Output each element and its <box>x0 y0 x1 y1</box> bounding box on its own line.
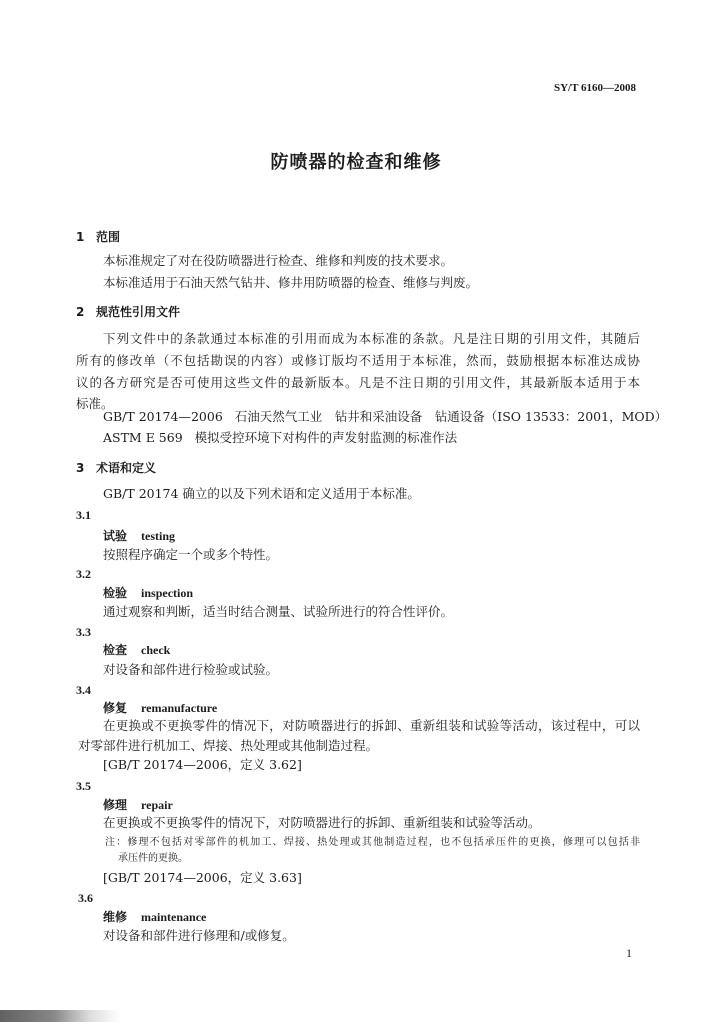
section-title: 范围 <box>96 230 121 244</box>
scan-smudge <box>0 1010 120 1022</box>
section-3-heading <box>76 460 156 476</box>
reference-code: GB/T 20174—2006 <box>103 409 223 424</box>
section-number: 3 <box>76 461 85 475</box>
term-entry <box>103 700 217 716</box>
reference-title: 石油天然气工业 钻井和采油设备 钻通设备（ISO 13533：2001，MOD） <box>234 409 668 424</box>
reference-title: 模拟受控环境下对构件的声发射监测的标准作法 <box>194 430 458 445</box>
term-entry <box>103 528 175 544</box>
term-number: 3.1 <box>76 508 91 522</box>
paragraph-line: 本标准适用于石油天然气钻井、修井用防喷器的检查、维修与判废。 <box>103 275 479 290</box>
term-zh: 维修 <box>103 910 128 924</box>
term-en: check <box>141 643 171 657</box>
term-zh: 修理 <box>103 798 128 812</box>
term-en: testing <box>141 529 176 543</box>
term-definition: 对设备和部件进行检验或试验。 <box>103 662 279 677</box>
section-number: 1 <box>76 230 85 244</box>
term-entry <box>103 585 193 601</box>
term-entry <box>103 797 173 813</box>
term-en: remanufacture <box>141 701 218 715</box>
term-zh: 修复 <box>103 701 128 715</box>
reference-code: ASTM E 569 <box>103 430 183 445</box>
term-number: 3.6 <box>78 891 93 905</box>
term-number: 3.4 <box>76 683 91 697</box>
paragraph-line: 标准。 <box>76 396 114 411</box>
term-note: 承压件的更换。 <box>118 853 188 864</box>
term-en: maintenance <box>141 910 207 924</box>
normative-reference <box>103 409 667 425</box>
term-source: [GB/T 20174—2006，定义 3.62] <box>103 757 302 772</box>
term-zh: 检查 <box>103 643 128 657</box>
paragraph-line: 所有的修改单（不包括勘误的内容）或修订版均不适用于本标准，然而，鼓励根据本标准达成协 <box>76 353 640 368</box>
term-definition: 通过观察和判断，适当时结合测量、试验所进行的符合性评价。 <box>103 604 454 619</box>
page-number: 1 <box>626 946 632 960</box>
section-number: 2 <box>76 305 85 319</box>
term-en: repair <box>141 798 173 812</box>
paragraph-line: 下列文件中的条款通过本标准的引用而成为本标准的条款。凡是注日期的引用文件，其随后 <box>103 331 640 346</box>
term-source: [GB/T 20174—2006，定义 3.63] <box>103 870 302 885</box>
document-title: 防喷器的检查和维修 <box>270 152 442 173</box>
section-title: 术语和定义 <box>96 461 157 475</box>
normative-reference <box>103 430 457 446</box>
term-zh: 检验 <box>103 586 128 600</box>
paragraph-line: 议的各方研究是否可使用这些文件的最新版本。凡是不注日期的引用文件，其最新版本适用于本 <box>76 375 640 390</box>
term-definition: 对设备和部件进行修理和/或修复。 <box>103 928 295 943</box>
term-definition: 在更换或不更换零件的情况下，对防喷器进行的拆卸、重新组装和试验等活动。 <box>103 815 541 830</box>
term-number: 3.2 <box>76 567 91 581</box>
standard-code: SY/T 6160—2008 <box>553 82 636 94</box>
paragraph-line: GB/T 20174 确立的以及下列术语和定义适用于本标准。 <box>103 486 420 501</box>
term-definition: 对零部件进行机加工、焊接、热处理或其他制造过程。 <box>78 738 379 753</box>
term-entry <box>103 909 206 925</box>
section-title: 规范性引用文件 <box>96 305 181 319</box>
term-en: inspection <box>141 586 194 600</box>
paragraph-line: 本标准规定了对在役防喷器进行检查、维修和判废的技术要求。 <box>103 253 454 268</box>
term-entry <box>103 642 170 658</box>
term-zh: 试验 <box>103 529 128 543</box>
term-number: 3.5 <box>76 779 91 793</box>
section-2-heading <box>76 304 180 320</box>
term-definition: 在更换或不更换零件的情况下，对防喷器进行的拆卸、重新组装和试验等活动，该过程中，可以 <box>103 718 640 733</box>
term-number: 3.3 <box>76 625 91 639</box>
term-note: 注：修理不包括对零部件的机加工、焊接、热处理或其他制造过程，也不包括承压件的更换，修理可以包括非 <box>105 837 640 848</box>
section-1-heading <box>76 229 120 245</box>
term-definition: 按照程序确定一个或多个特性。 <box>103 547 279 562</box>
